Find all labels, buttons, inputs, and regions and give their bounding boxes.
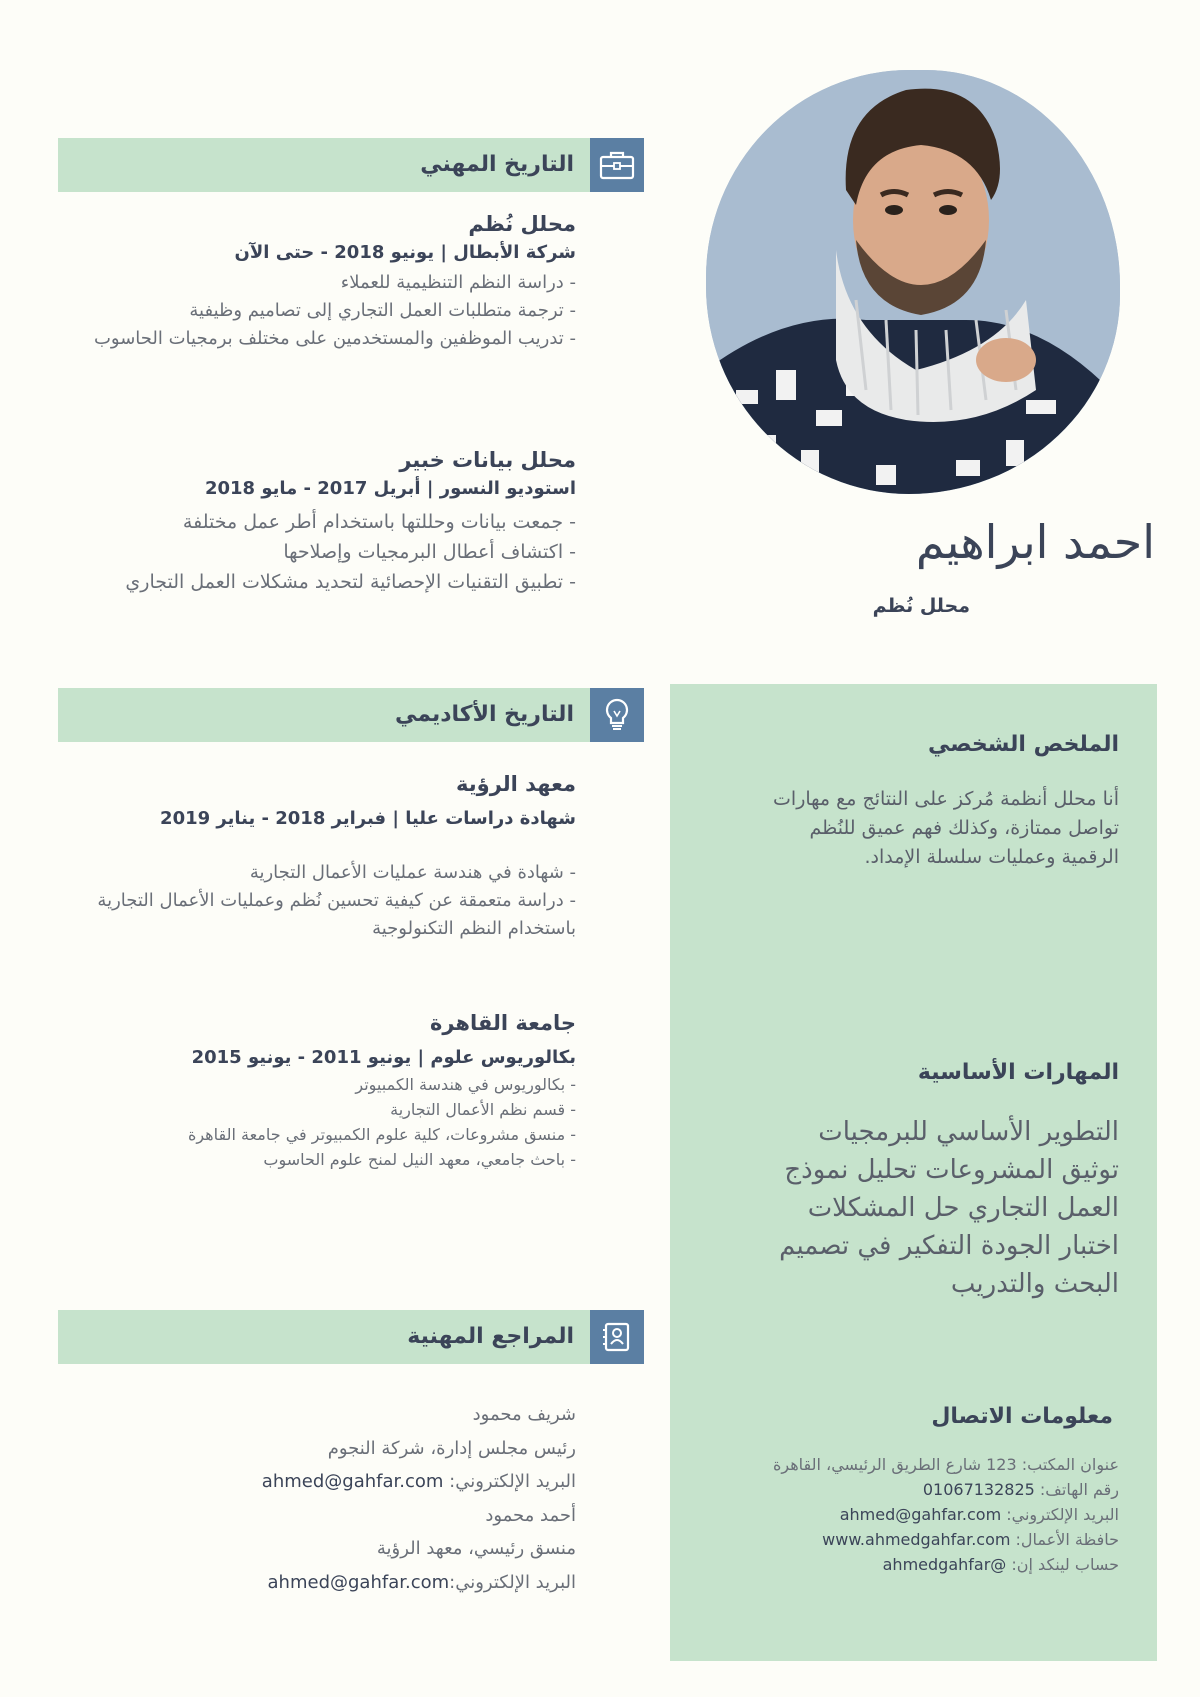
contact-portfolio[interactable]: حافظة الأعمال: www.ahmedgahfar.com <box>822 1530 1119 1549</box>
entry-subtitle: شهادة دراسات عليا | فبراير 2018 - يناير 2019 <box>160 808 576 829</box>
entry-list <box>36 269 576 353</box>
list-item: - شهادة في هندسة عمليات الأعمال التجارية <box>249 862 576 883</box>
references-list <box>36 1398 576 1599</box>
list-item: - تطبيق التقنيات الإحصائية لتحديد مشكلات العمل التجاري <box>125 571 576 593</box>
reference-name: شريف محمود <box>472 1404 576 1425</box>
career-section-header <box>58 138 644 192</box>
list-item: - دراسة النظم التنظيمية للعملاء <box>340 272 576 293</box>
contact-phone: رقم الهاتف: 01067132825 <box>922 1480 1119 1499</box>
entry-list <box>36 859 576 943</box>
list-item: - تدريب الموظفين والمستخدمين على مختلف برمجيات الحاسوب <box>93 328 576 349</box>
skills-title: المهارات الأساسية <box>917 1060 1119 1085</box>
entry-list <box>36 507 576 597</box>
list-item: - جمعت بيانات وحللتها باستخدام أطر عمل مختلفة <box>182 511 576 533</box>
reference-email[interactable]: البريد الإلكتروني: ahmed@gahfar.com <box>261 1471 576 1492</box>
address-book-icon <box>590 1310 644 1364</box>
entry-title: محلل نُظم <box>468 212 576 236</box>
references-section-header <box>58 1310 644 1364</box>
reference-email[interactable]: البريد الإلكتروني:ahmed@gahfar.com <box>267 1571 576 1593</box>
reference-position: رئيس مجلس إدارة، شركة النجوم <box>327 1437 576 1459</box>
entry-subtitle: استوديو النسور | أبريل 2017 - مايو 2018 <box>204 478 576 499</box>
entry-subtitle: بكالوريوس علوم | يونيو 2011 - يونيو 2015 <box>191 1047 576 1068</box>
contact-email[interactable]: البريد الإلكتروني: ahmed@gahfar.com <box>839 1505 1119 1524</box>
academic-entry-1 <box>36 772 576 943</box>
entry-title: معهد الرؤية <box>456 772 576 796</box>
contact-linkedin[interactable]: حساب لينكد إن: @ahmedgahfar <box>882 1555 1119 1574</box>
entry-title: جامعة القاهرة <box>429 1011 576 1035</box>
contact-info <box>759 1452 1119 1577</box>
list-item: - بكالوريوس في هندسة الكمبيوتر <box>355 1075 576 1094</box>
profile-photo <box>706 70 1120 494</box>
academic-section-header <box>58 688 644 742</box>
profile-name: احمد ابراهيم <box>915 515 1155 569</box>
skills-text: التطوير الأساسي للبرمجيات توثيق المشروعات تحليل نموذج العمل التجاري حل المشكلات اختبار الجودة التفكير في تصميم البحث والتدريب <box>779 1117 1119 1299</box>
profile-role: محلل نُظم <box>872 595 970 617</box>
career-title: التاريخ المهني <box>420 152 574 177</box>
entry-subtitle: شركة الأبطال | يونيو 2018 - حتى الآن <box>234 242 576 263</box>
references-title: المراجع المهنية <box>407 1324 574 1349</box>
list-item: - دراسة متعمقة عن كيفية تحسين نُظم وعمليات الأعمال التجارية باستخدام النظم التكنولوجية <box>97 890 576 939</box>
lightbulb-icon <box>590 688 644 742</box>
career-entry-2 <box>36 448 576 597</box>
entry-title: محلل بيانات خبير <box>399 448 576 472</box>
reference-name: أحمد محمود <box>485 1504 576 1526</box>
briefcase-icon <box>590 138 644 192</box>
summary-title: الملخص الشخصي <box>927 732 1119 757</box>
reference-position: منسق رئيسي، معهد الرؤية <box>376 1538 576 1559</box>
academic-title: التاريخ الأكاديمي <box>394 702 574 727</box>
list-item: - ترجمة متطلبات العمل التجاري إلى تصاميم وظيفية <box>189 300 576 321</box>
list-item: - منسق مشروعات، كلية علوم الكمبيوتر في جامعة القاهرة <box>187 1125 576 1144</box>
list-item: - باحث جامعي، معهد النيل لمنح علوم الحاسوب <box>263 1150 576 1169</box>
summary-text: أنا محلل أنظمة مُركز على النتائج مع مهارات تواصل ممتازة، وكذلك فهم عميق للنُظم الرقمية وعمليات سلسلة الإمداد. <box>773 788 1119 868</box>
academic-entry-2 <box>36 1011 576 1172</box>
contact-address: عنوان المكتب: 123 شارع الطريق الرئيسي، القاهرة <box>773 1455 1119 1474</box>
contact-title: معلومات الاتصال <box>931 1404 1113 1429</box>
list-item: - اكتشاف أعطال البرمجيات وإصلاحها <box>283 541 576 563</box>
entry-list <box>36 1072 576 1172</box>
list-item: - قسم نظم الأعمال التجارية <box>390 1100 576 1119</box>
career-entry-1 <box>36 212 576 353</box>
